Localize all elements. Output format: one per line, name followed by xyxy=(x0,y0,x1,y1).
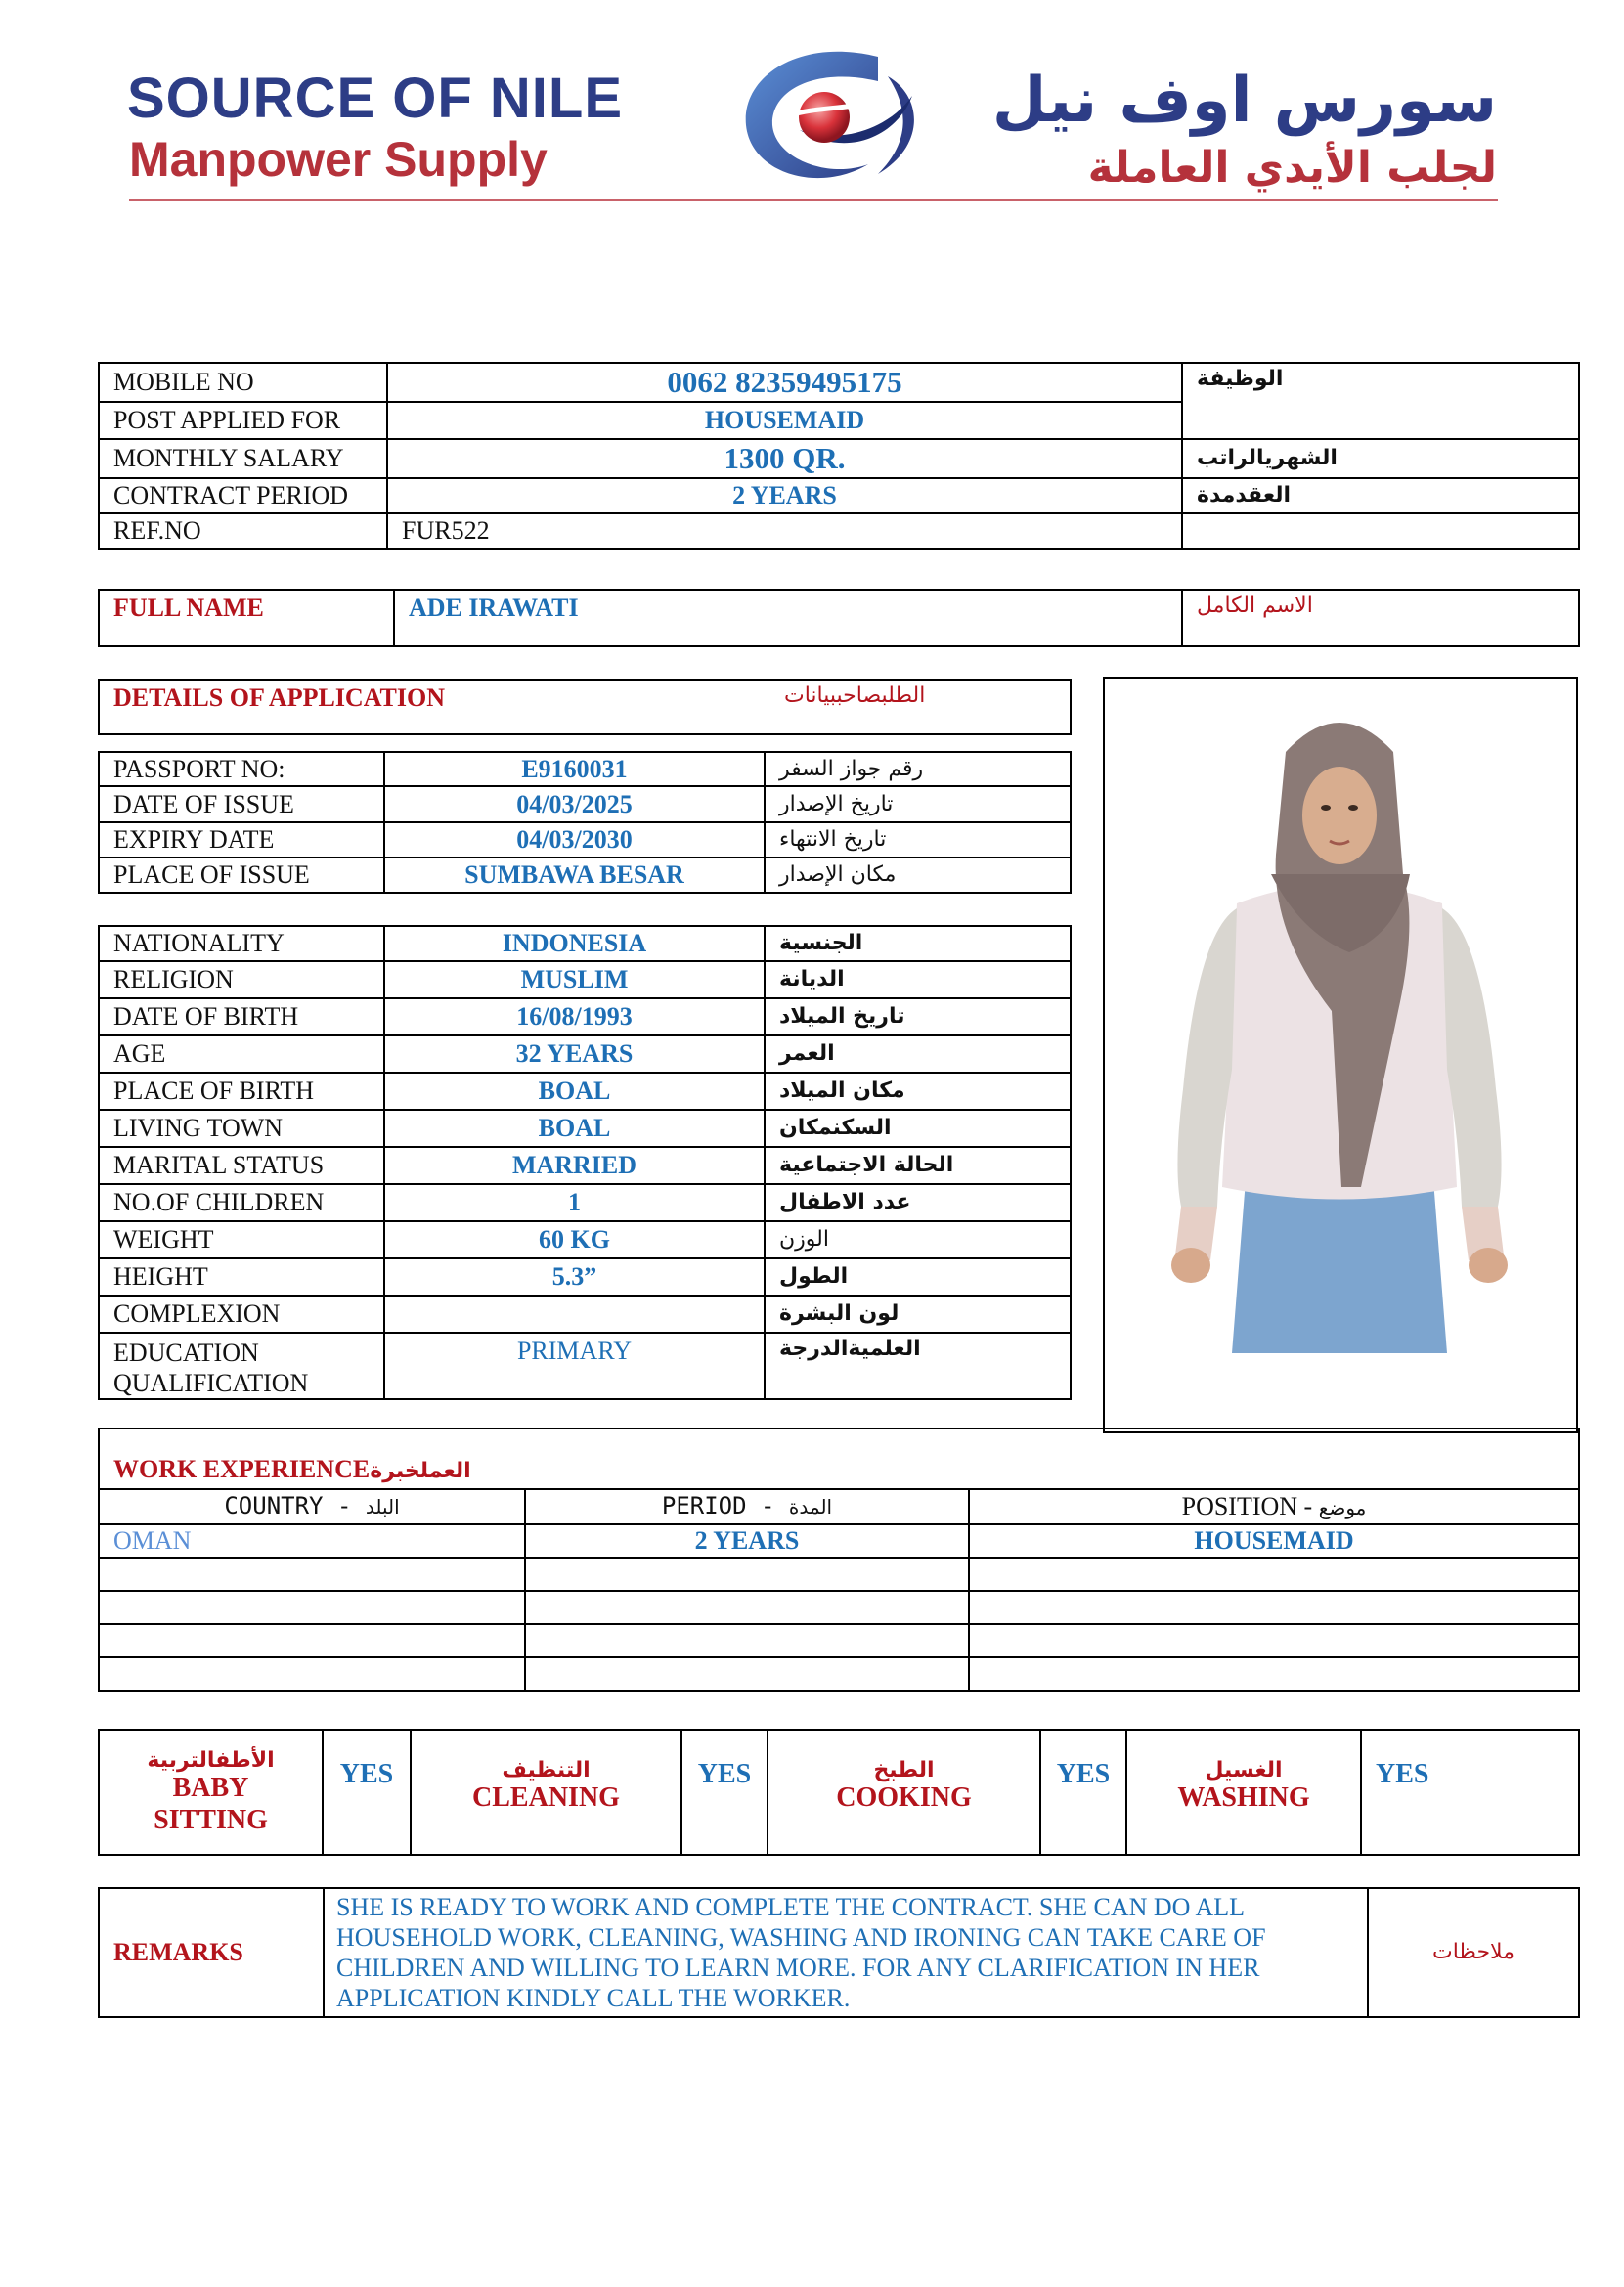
complexion-value xyxy=(384,1296,765,1333)
company-name-ar: سورس اوف نيل xyxy=(991,65,1497,137)
skill-cooking xyxy=(768,1730,1040,1855)
full-name-label: FULL NAME xyxy=(99,590,394,646)
contract-value: 2 YEARS xyxy=(387,478,1182,513)
height-value: 5.3” xyxy=(384,1258,765,1296)
nationality-label-ar: الجنسية xyxy=(765,926,1071,961)
place-of-issue-label-ar: مكان الإصدار xyxy=(765,858,1071,893)
company-name-en: SOURCE OF NILE xyxy=(127,66,624,130)
children-value: 1 xyxy=(384,1184,765,1221)
remarks-label-ar: ملاحظات xyxy=(1368,1888,1579,2017)
skill-cooking-label: COOKING xyxy=(836,1782,972,1814)
table-row xyxy=(99,1657,1579,1691)
skill-cleaning-ar: التنظيف xyxy=(502,1758,591,1782)
skill-cleaning-value: YES xyxy=(681,1730,768,1855)
details-title-ar: الطلبصاحببيانات xyxy=(784,683,926,708)
skill-washing-label: WASHING xyxy=(1177,1782,1310,1814)
mobile-value: 0062 82359495175 xyxy=(387,363,1182,402)
post-value: HOUSEMAID xyxy=(387,402,1182,439)
details-header xyxy=(98,679,1072,735)
skill-baby-sitting-label-1: BABY xyxy=(172,1773,249,1804)
age-label: AGE xyxy=(99,1035,384,1073)
col-country-label-ar: البلد xyxy=(365,1495,400,1519)
exp-country xyxy=(99,1624,525,1657)
exp-period xyxy=(525,1624,969,1657)
name-table xyxy=(98,589,1580,647)
age-value: 32 YEARS xyxy=(384,1035,765,1073)
date-of-issue-value: 04/03/2025 xyxy=(384,786,765,822)
col-period-label-ar: المدة xyxy=(788,1495,833,1519)
place-of-issue-label: PLACE OF ISSUE xyxy=(99,858,384,893)
marital-status-label-ar: الحالة الاجتماعية xyxy=(765,1147,1071,1184)
job-table xyxy=(98,362,1580,550)
passport-no-label: PASSPORT NO: xyxy=(99,752,384,786)
applicant-photo xyxy=(1105,679,1576,1431)
experience-title: WORK EXPERIENCE xyxy=(113,1454,371,1483)
remarks-table xyxy=(98,1887,1580,2018)
religion-value: MUSLIM xyxy=(384,961,765,998)
religion-label-ar: الديانة xyxy=(765,961,1071,998)
experience-title-ar: العملخبرة xyxy=(370,1458,471,1483)
complexion-label-ar: لون البشرة xyxy=(765,1296,1071,1333)
dob-label: DATE OF BIRTH xyxy=(99,998,384,1035)
company-tagline-ar: لجلب الأيدي العاملة xyxy=(1087,143,1497,193)
weight-label: WEIGHT xyxy=(99,1221,384,1258)
skill-cooking-value: YES xyxy=(1040,1730,1126,1855)
table-row xyxy=(99,1221,1071,1258)
exp-position: HOUSEMAID xyxy=(969,1524,1579,1558)
marital-status-value: MARRIED xyxy=(384,1147,765,1184)
date-of-issue-label: DATE OF ISSUE xyxy=(99,786,384,822)
table-row xyxy=(99,1110,1071,1147)
skill-washing-value: YES xyxy=(1361,1730,1579,1855)
weight-label-ar: الوزن xyxy=(765,1221,1071,1258)
post-label: POST APPLIED FOR xyxy=(99,402,387,439)
passport-table xyxy=(98,751,1072,894)
col-position-label-ar: موضع xyxy=(1318,1496,1367,1520)
table-row xyxy=(99,1184,1071,1221)
weight-value: 60 KG xyxy=(384,1221,765,1258)
col-position-label: POSITION - xyxy=(1181,1492,1313,1521)
dob-value: 16/08/1993 xyxy=(384,998,765,1035)
marital-status-label: MARITAL STATUS xyxy=(99,1147,384,1184)
table-row xyxy=(99,1035,1071,1073)
post-label-ar: الوظيفة xyxy=(1182,363,1579,439)
experience-table xyxy=(98,1428,1580,1692)
exp-country: OMAN xyxy=(99,1524,525,1558)
table-row xyxy=(99,961,1071,998)
expiry-date-label: EXPIRY DATE xyxy=(99,822,384,858)
company-tagline-en: Manpower Supply xyxy=(129,132,548,187)
mobile-label: MOBILE NO xyxy=(99,363,387,402)
children-label-ar: عدد الاطفال xyxy=(765,1184,1071,1221)
table-row xyxy=(99,998,1071,1035)
table-row xyxy=(99,1624,1579,1657)
col-country-label: COUNTRY - xyxy=(224,1492,352,1520)
exp-position xyxy=(969,1657,1579,1691)
salary-value: 1300 QR. xyxy=(387,439,1182,478)
skill-baby-sitting-ar: الأطفالتربية xyxy=(147,1748,275,1774)
place-of-birth-label-ar: مكان الميلاد xyxy=(765,1073,1071,1110)
full-name-label-ar: الاسم الكامل xyxy=(1182,590,1579,646)
skill-washing xyxy=(1126,1730,1361,1855)
place-of-issue-value: SUMBAWA BESAR xyxy=(384,858,765,893)
skill-cooking-ar: الطبخ xyxy=(873,1758,935,1782)
living-town-label-ar: السكنمكان xyxy=(765,1110,1071,1147)
ref-value: FUR522 xyxy=(387,513,1182,549)
expiry-date-value: 04/03/2030 xyxy=(384,822,765,858)
exp-period xyxy=(525,1558,969,1591)
education-value: PRIMARY xyxy=(384,1333,765,1399)
salary-label-ar: الشهريالراتب xyxy=(1182,439,1579,478)
complexion-label: COMPLEXION xyxy=(99,1296,384,1333)
religion-label: RELIGION xyxy=(99,961,384,998)
ref-empty-cell xyxy=(1182,513,1579,549)
skills-row xyxy=(99,1730,1579,1855)
date-of-issue-label-ar: تاريخ الإصدار xyxy=(765,786,1071,822)
table-row xyxy=(99,786,1071,822)
full-name-value: ADE IRAWATI xyxy=(394,590,1182,646)
exp-position xyxy=(969,1558,1579,1591)
table-row xyxy=(99,1591,1579,1624)
expiry-date-label-ar: تاريخ الانتهاء xyxy=(765,822,1071,858)
table-row xyxy=(99,1296,1071,1333)
exp-period: 2 YEARS xyxy=(525,1524,969,1558)
ref-label: REF.NO xyxy=(99,513,387,549)
height-label-ar: الطول xyxy=(765,1258,1071,1296)
education-label: EDUCATION QUALIFICATION xyxy=(99,1333,384,1399)
nationality-value: INDONESIA xyxy=(384,926,765,961)
place-of-birth-value: BOAL xyxy=(384,1073,765,1110)
nationality-label: NATIONALITY xyxy=(99,926,384,961)
passport-no-value: E9160031 xyxy=(384,752,765,786)
dob-label-ar: تاريخ الميلاد xyxy=(765,998,1071,1035)
skill-baby-sitting-label-2: SITTING xyxy=(154,1804,268,1835)
table-row xyxy=(99,858,1071,893)
education-label-ar: العلميةالدرجة xyxy=(765,1333,1071,1399)
exp-country xyxy=(99,1558,525,1591)
exp-period xyxy=(525,1591,969,1624)
table-row xyxy=(99,1558,1579,1591)
skills-table xyxy=(98,1729,1580,1856)
header-divider xyxy=(129,199,1498,201)
contract-label-ar: العقدمدة xyxy=(1182,478,1579,513)
exp-position xyxy=(969,1591,1579,1624)
table-row xyxy=(99,1258,1071,1296)
salary-label: MONTHLY SALARY xyxy=(99,439,387,478)
remarks-text: SHE IS READY TO WORK AND COMPLETE THE CONTRACT. SHE CAN DO ALL HOUSEHOLD WORK, CLEANING, WASHING AND IRONING CAN TAKE CARE OF CHILDREN AND WILLING TO LEARN MORE. FOR ANY CLARIFICATION IN HER APPLICATION KINDLY CALL THE WORKER. xyxy=(324,1888,1368,2017)
table-row xyxy=(99,1524,1579,1558)
skill-washing-ar: الغسيل xyxy=(1205,1758,1283,1782)
details-title: DETAILS OF APPLICATION xyxy=(113,683,446,712)
skill-baby-sitting xyxy=(99,1730,323,1855)
table-row xyxy=(99,822,1071,858)
exp-country xyxy=(99,1591,525,1624)
contract-label: CONTRACT PERIOD xyxy=(99,478,387,513)
living-town-value: BOAL xyxy=(384,1110,765,1147)
skill-cleaning xyxy=(411,1730,681,1855)
company-logo-icon xyxy=(731,37,937,194)
skill-cleaning-label: CLEANING xyxy=(472,1782,620,1814)
exp-period xyxy=(525,1657,969,1691)
place-of-birth-label: PLACE OF BIRTH xyxy=(99,1073,384,1110)
exp-position xyxy=(969,1624,1579,1657)
remarks-label: REMARKS xyxy=(99,1888,324,2017)
personal-table xyxy=(98,925,1072,1400)
children-label: NO.OF CHILDREN xyxy=(99,1184,384,1221)
table-row xyxy=(99,1073,1071,1110)
applicant-photo-frame xyxy=(1103,677,1578,1433)
age-label-ar: العمر xyxy=(765,1035,1071,1073)
height-label: HEIGHT xyxy=(99,1258,384,1296)
col-period-label: PERIOD - xyxy=(661,1492,775,1520)
experience-header-row xyxy=(99,1489,1579,1524)
living-town-label: LIVING TOWN xyxy=(99,1110,384,1147)
passport-no-label-ar: رقم جواز السفر xyxy=(765,752,1071,786)
table-row xyxy=(99,926,1071,961)
skill-baby-sitting-value: YES xyxy=(323,1730,411,1855)
exp-country xyxy=(99,1657,525,1691)
table-row xyxy=(99,752,1071,786)
table-row xyxy=(99,1147,1071,1184)
table-row xyxy=(99,1333,1071,1399)
